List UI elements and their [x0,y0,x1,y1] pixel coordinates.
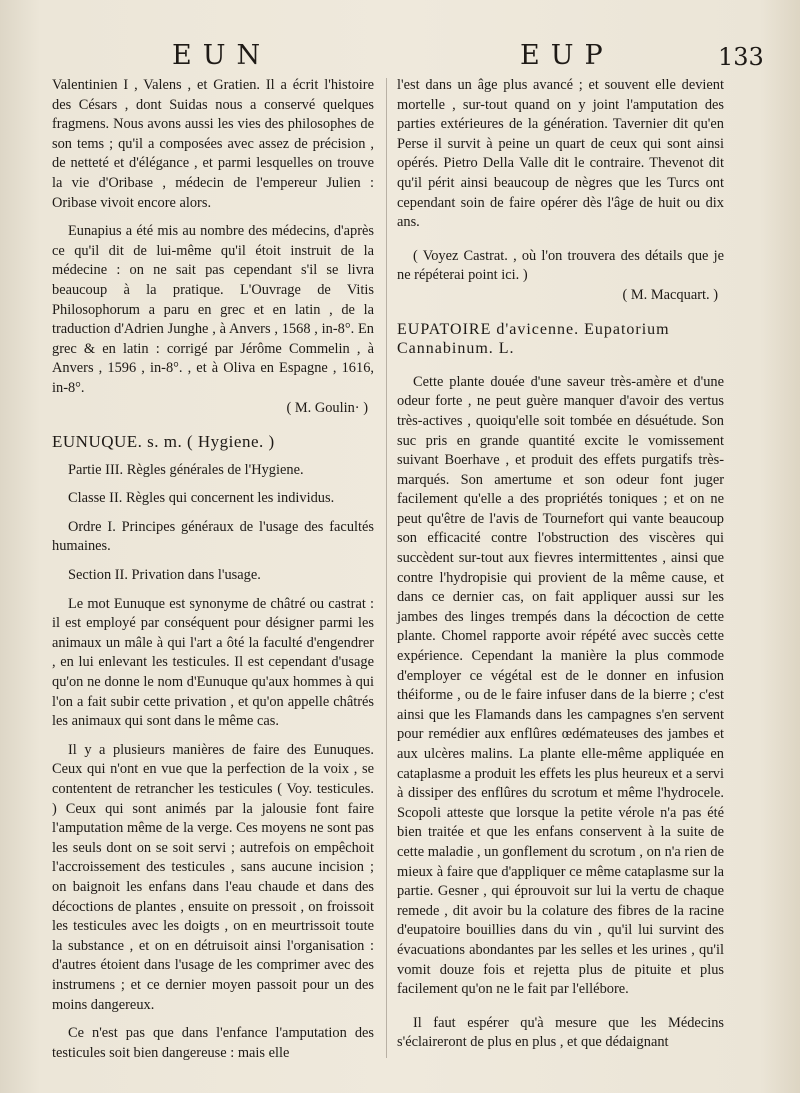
classification-line: Classe II. Règles qui concernent les individus. [68,490,335,507]
paragraph: Ce n'est pas que dans l'enfance l'amputation des testicules soit bien dangereuse : mais elle [52,1025,374,1061]
author-signature: ( M. Goulin· ) [286,399,368,416]
classification-line: Ordre I. Principes généraux de l'usage des facultés humaines. [52,518,374,555]
paragraph: l'est dans un âge plus avancé ; et souvent elle devient mortelle , sur-tout quand on y joint l'amputation des parties extérieures de la génération. Tavernier dit qu'en Perse il survit à peine un quart de ceux qui sont ainsi opérés. Pietro Della Valle dit le contraire. Thevenot dit qu'il périt ainsi beaucoup de nègres que les Turcs ont cependant soin de faire opérer dès l'âge de huit ou dix ans. [397,77,724,231]
entry-heading: EUNUQUE. s. m. ( Hygiene. ) [52,432,275,452]
left-column [52,76,374,1063]
entry-heading: EUPATOIRE d'avicenne. Eupatorium Cannabinum. L. [397,320,670,358]
paragraph: Il y a plusieurs manières de faire des Eunuques. Ceux qui n'ont en vue que la perfection de la voix , se contentent de retrancher les testicules ( Voy. testicules. ) Ceux qui sont animés par la jalousie font faire l'amputation même de la verge. Ces moyens ne sont pas les seuls dont on se soit servi ; autrefois on empêchoit l'accroissement des testicules , sans aucune incision ; on baignoit les enfans dans l'eau chaude et dans des décoctions de plantes , ensuite on pressoit , on froissoit les testicules avec les doigts , on en meurtrissoit toute la substance , et on en détruisoit ainsi l'organisation : d'autres étoient dans l'usage de les comprimer avec des instrumens ; et ce dernier moyen passoit pour un des moins dangereux. [52,741,374,1013]
right-column [397,76,724,1053]
paragraph: Eunapius a été mis au nombre des médecins, d'après ce qu'il dit de lui-même qu'il étoit instruit de la médecine : on ne sait pas cependant s'il se livra beaucoup à la pratique. L'Ouvrage de Vitis Philosophorum a paru en grec et en latin , de la traduction d'Adrien Junghe , à Anvers , 1568 , in-8°. En grec & en latin : corrigé par Jérôme Commelin , à Anvers , 1596 , in-8°. , et à Oliva en Espagne , 1616, in-8°. [52,223,374,396]
running-header [0,40,800,74]
paragraph: Valentinien I , Valens , et Gratien. Il a écrit l'histoire des Césars , dont Suidas nous a conservé quelques fragmens. Nous avons aussi les vies des philosophes de son tems ; qu'il a composées avec assez de précision , de netteté et d'élégance , et parmi lesquelles on trouve la vie d'Oribase , médecin de l'empereur Julien : Oribase vivoit encore alors. [52,77,374,211]
paragraph: Cette plante douée d'une saveur très-amère et d'une odeur forte , ne peut guère manquer d'avoir des vertus très-actives , quoiqu'elle soit tombée en désuétude. Son suc pris en grande quantité excite le vomissement suivant Boerhave , et produit des effets purgatifs très-marqués. Son amertume et son odeur font juger facilement qu'elle a des propriétés toniques ; et on ne peut qu'être de l'avis de Tournefort qui vante beaucoup son efficacité contre l'obstruction des viscères qui succèdent sur-tout aux fievres intermittentes , ainsi que contre l'hydropisie qui provient de la même cause, et dans ce dernier cas, on fait appliquer aussi sur les jambes des linges trempés dans la décoction de cette plante. Chomel rapporte avoir répété avec succès cette expérience. Cependant la manière la plus commode d'employer ce végétal est de le donner en infusion théiforme , ou de le faire infuser dans de la bierre ; c'est ainsi que les Flamands dans les campagnes s'en servent pour remédier aux enflûres œdémateuses des jambes et aux ulcères malins. La plante elle-même appliquée en cataplasme a produit les effets les plus heureux et a servi à dissiper des enflûres du scrotum et même l'hydrocele. Scopoli atteste que lorsque la petite vérole n'a pas été bien traitée et que les enfans conservent à la suite de cette maladie , un gonflement du scrotum , on n'a rien de mieux à faire que d'appliquer ce même cataplasme sur la partie. Gesner , qui éprouvoit sur lui la vertu de chaque remede , dit avoir bu la colature des fibres de la racine d'eupatoire bouillies dans du vin , qu'il lui survint des évacuations abondantes par les selles et les urines , qu'il vomit douze fois et rejetta plus de pituite et plus facilement qu'on ne le fait par l'ellébore. [397,373,724,998]
author-signature: ( M. Macquart. ) [622,286,718,303]
page-number: 133 [718,43,764,71]
header-left-word: EUN [172,40,272,71]
classification-line: Section II. Privation dans l'usage. [68,567,261,584]
cross-reference: ( Voyez Castrat. , où l'on trouvera des détails que je ne répéterai point ici. ) [397,247,724,284]
classification-line: Partie III. Règles générales de l'Hygiene. [68,461,304,478]
paragraph: Le mot Eunuque est synonyme de châtré ou castrat : il est employé par conséquent pour désigner parmi les animaux un mâle à qui l'art a ôté la faculté d'engendrer , en lui enlevant les testicules. Il est cependant d'usage qu'on ne donne le nom d'Eunuque qu'aux hommes à qui l'on a fait subir cette privation , et qu'on appelle châtrés les animaux qui sont dans le même cas. [52,595,374,730]
header-right-word: EUP [520,40,614,71]
paragraph: Il faut espérer qu'à mesure que les Médecins s'éclaireront de plus en plus , et que dédaignant [397,1014,724,1051]
column-divider [386,78,387,1058]
